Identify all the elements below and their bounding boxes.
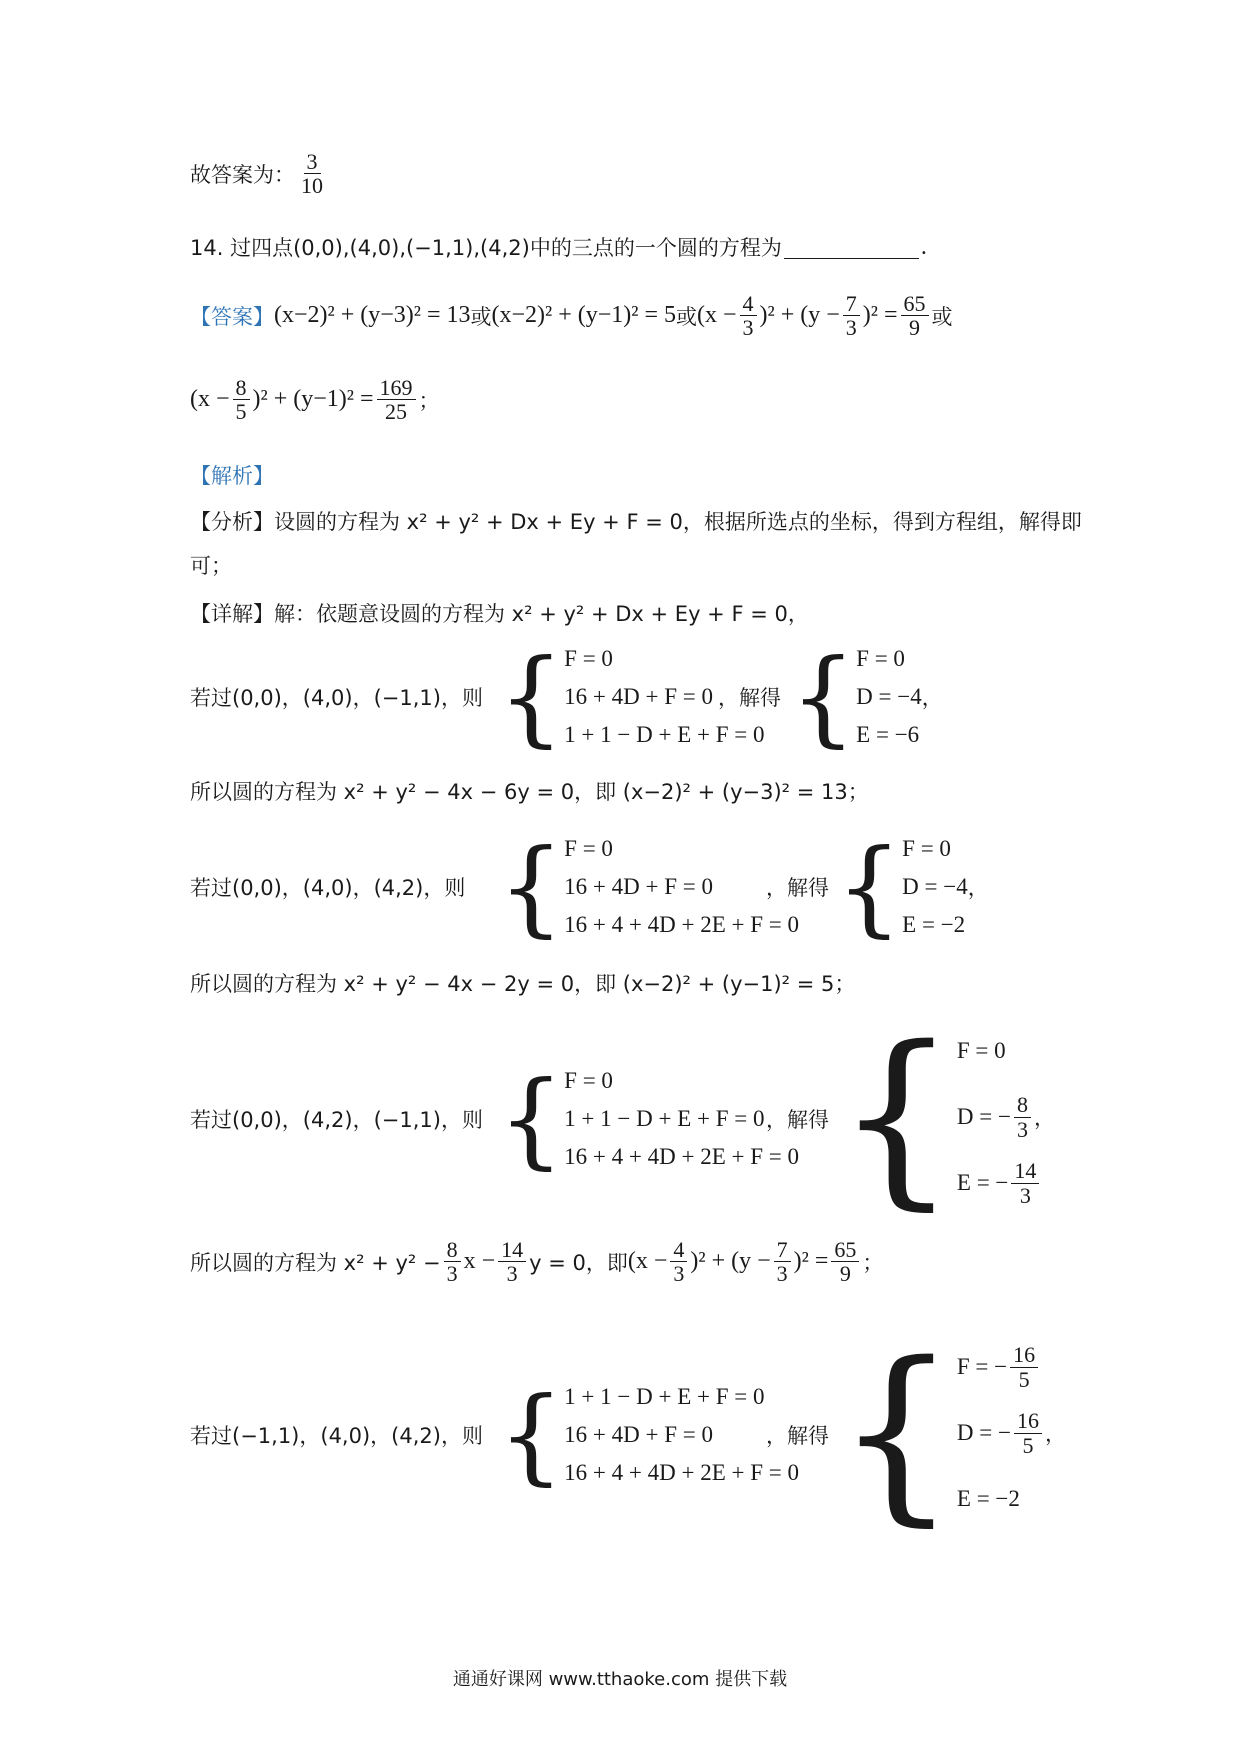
case4-system: { 1 + 1 − D + E + F = 0 16 + 4D + F = 0 16 + 4 + 4D + 2E + F = 0 bbox=[498, 1374, 799, 1496]
sol-line: D = − bbox=[956, 1104, 1011, 1129]
case4-mid bbox=[766, 1420, 829, 1450]
case2-mid bbox=[766, 872, 829, 902]
case3-solution-lines bbox=[957, 1018, 1055, 1216]
case1-mid-text: ，解得 bbox=[718, 686, 781, 710]
frac-den: 3 bbox=[845, 315, 857, 341]
case2-system-lines bbox=[564, 830, 799, 944]
analysis-line-2 bbox=[190, 550, 232, 580]
case1-solution-lines bbox=[856, 640, 943, 754]
page-footer: 通通好课网 www.tthaoke.com 提供下载 bbox=[452, 1669, 788, 1690]
answer-eq3-frac2 bbox=[843, 292, 860, 339]
frac-num: 7 bbox=[774, 1238, 791, 1262]
case1-prefix: 若过(0,0)，(4,0)，(−1,1)，则 bbox=[190, 686, 483, 710]
frac-den: 25 bbox=[385, 399, 408, 425]
case1-mid bbox=[718, 682, 781, 712]
case3-sol-frac-e bbox=[1011, 1159, 1039, 1206]
case1-result bbox=[190, 776, 869, 806]
frac-den: 3 bbox=[673, 1261, 685, 1287]
frac-num: 14 bbox=[1011, 1159, 1039, 1183]
sol-line: E = −2 bbox=[956, 1486, 1020, 1511]
case3-result-a: 所以圆的方程为 x² + y² − bbox=[190, 1250, 441, 1275]
answer-eq4-part-b: )² + (y−1)² = bbox=[252, 386, 374, 413]
analysis-heading bbox=[190, 460, 274, 490]
case4-solution-lines bbox=[957, 1334, 1066, 1532]
frac-den: 9 bbox=[839, 1261, 851, 1287]
case3-result-frac2 bbox=[498, 1238, 526, 1285]
case3-result-frac5 bbox=[831, 1238, 859, 1285]
case3-sol-frac-d bbox=[1014, 1093, 1031, 1140]
analysis-text-2: 可； bbox=[190, 554, 232, 578]
case4-end: ， bbox=[1044, 1422, 1066, 1446]
frac-den: 5 bbox=[235, 399, 247, 425]
sys-line: 16 + 4D + F = 0 bbox=[564, 684, 713, 709]
frac-num: 14 bbox=[498, 1238, 526, 1262]
prev-answer-num: 3 bbox=[304, 150, 321, 174]
case1-end: ， bbox=[921, 686, 943, 710]
sys-line: 16 + 4 + 4D + 2E + F = 0 bbox=[564, 912, 799, 937]
prev-answer-fraction bbox=[298, 150, 326, 197]
answer-line-1 bbox=[190, 292, 953, 339]
case4-sol-frac-f bbox=[1010, 1343, 1038, 1390]
case3-result-frac1 bbox=[444, 1238, 461, 1285]
sol-line: F = 0 bbox=[956, 1038, 1006, 1063]
case3-result-b: x − bbox=[463, 1248, 496, 1275]
frac-den: 3 bbox=[506, 1261, 518, 1287]
frac-den: 3 bbox=[776, 1261, 788, 1287]
answer-or-2: 或 bbox=[676, 304, 697, 329]
question-14-end: . bbox=[920, 233, 927, 260]
answer-eq3-frac1 bbox=[740, 292, 757, 339]
frac-num: 8 bbox=[233, 376, 250, 400]
frac-den: 3 bbox=[446, 1261, 458, 1287]
case3-result-end: ； bbox=[862, 1250, 884, 1275]
case4-solution: { F = − $\frac{16}{5}$ D = − $\frac{16}{5}$ ， E = −2 bbox=[836, 1322, 1066, 1543]
sys-line: 16 + 4D + F = 0 bbox=[564, 874, 713, 899]
case2-end: ， bbox=[967, 876, 989, 900]
case3-result bbox=[190, 1238, 883, 1285]
prev-answer-den: 10 bbox=[301, 173, 323, 199]
sys-line: F = 0 bbox=[564, 1068, 613, 1093]
answer-semicolon: ； bbox=[418, 388, 440, 413]
frac-den: 3 bbox=[1016, 1116, 1028, 1142]
prev-answer-label: 故答案为： bbox=[190, 162, 295, 187]
frac-num: 8 bbox=[1014, 1093, 1031, 1117]
case3-mid bbox=[766, 1104, 829, 1134]
frac-num: 16 bbox=[1014, 1409, 1042, 1433]
frac-num: 8 bbox=[444, 1238, 461, 1262]
sol-line: F = 0 bbox=[856, 646, 905, 671]
case3-end: ， bbox=[1033, 1106, 1055, 1130]
answer-label: 【答案】 bbox=[190, 304, 274, 329]
case3-system: { F = 0 1 + 1 − D + E + F = 0 16 + 4 + 4D + 2E + F = 0 bbox=[498, 1058, 799, 1180]
answer-eq3-frac3 bbox=[901, 292, 929, 339]
case2-prefix-line bbox=[190, 872, 465, 902]
case3-result-e: )² + (y − bbox=[690, 1248, 771, 1275]
answer-eq3-part-a: (x − bbox=[697, 302, 737, 329]
sol-line: F = 0 bbox=[902, 836, 951, 861]
frac-num: 65 bbox=[831, 1238, 859, 1262]
case4-sol-frac-d bbox=[1014, 1409, 1042, 1456]
case3-result-c: y = 0，即 bbox=[529, 1250, 628, 1275]
question-14 bbox=[190, 232, 927, 262]
frac-num: 4 bbox=[740, 292, 757, 316]
answer-eq1: (x−2)² + (y−3)² = 13 bbox=[274, 302, 471, 329]
case3-result-frac4 bbox=[774, 1238, 791, 1285]
sys-line: 1 + 1 − D + E + F = 0 bbox=[564, 722, 765, 747]
case3-prefix: 若过(0,0)，(4,2)，(−1,1)，则 bbox=[190, 1108, 483, 1132]
case1-result-text: 所以圆的方程为 x² + y² − 4x − 6y = 0，即 (x−2)² + (y−3)² = 13； bbox=[190, 780, 869, 804]
frac-den: 5 bbox=[1018, 1366, 1030, 1392]
answer-eq3-part-b: )² + (y − bbox=[759, 302, 840, 329]
sys-line: 1 + 1 − D + E + F = 0 bbox=[564, 1384, 765, 1409]
frac-num: 7 bbox=[843, 292, 860, 316]
case3-result-g: )² = bbox=[793, 1248, 829, 1275]
case3-prefix-line bbox=[190, 1104, 483, 1134]
sol-line: F = − bbox=[956, 1354, 1008, 1379]
frac-num: 169 bbox=[377, 376, 416, 400]
case3-result-d: (x − bbox=[627, 1248, 668, 1275]
sol-line: E = − bbox=[956, 1170, 1009, 1195]
case1-prefix-line bbox=[190, 682, 483, 712]
case3-mid-text: ，解得 bbox=[766, 1108, 829, 1132]
answer-eq4-frac1 bbox=[233, 376, 250, 423]
analysis-label: 【解析】 bbox=[190, 464, 274, 488]
frac-den: 5 bbox=[1022, 1432, 1034, 1458]
question-14-text: 14. 过四点(0,0),(4,0),(−1,1),(4,2)中的三点的一个圆的方程为 bbox=[190, 236, 782, 260]
sys-line: F = 0 bbox=[564, 836, 613, 861]
frac-num: 4 bbox=[670, 1238, 687, 1262]
case1-solution: { F = 0 D = −4 ， E = −6 bbox=[790, 636, 943, 758]
case2-prefix: 若过(0,0)，(4,0)，(4,2)，则 bbox=[190, 876, 466, 900]
sol-line: E = −6 bbox=[856, 722, 920, 747]
case2-mid-text: ，解得 bbox=[766, 876, 829, 900]
answer-blank bbox=[784, 236, 919, 259]
analysis-text-1: 【分析】设圆的方程为 x² + y² + Dx + Ey + F = 0，根据所选点的坐标，得到方程组，解得即 bbox=[190, 510, 1082, 534]
sol-line: D = − bbox=[956, 1420, 1011, 1445]
sol-line: E = −2 bbox=[902, 912, 966, 937]
answer-eq4-part-a: (x − bbox=[190, 386, 230, 413]
case2-result bbox=[190, 968, 855, 998]
frac-num: 16 bbox=[1010, 1343, 1038, 1367]
sol-line: D = −4 bbox=[856, 684, 922, 709]
case3-solution: { F = 0 D = − $\frac{8}{3}$ ， E = − $\frac{14}{3}$ bbox=[836, 1006, 1055, 1227]
prev-answer-line bbox=[190, 150, 329, 197]
analysis-line-1 bbox=[190, 506, 1082, 536]
case1-system: { F = 0 16 + 4D + F = 0 1 + 1 − D + E + F = 0 bbox=[498, 636, 765, 758]
sys-line: 1 + 1 − D + E + F = 0 bbox=[564, 1106, 765, 1131]
answer-line-2 bbox=[190, 376, 440, 423]
case3-result-frac3 bbox=[670, 1238, 687, 1285]
frac-den: 3 bbox=[742, 315, 754, 341]
answer-eq3-part-c: )² = bbox=[862, 302, 898, 329]
answer-or-1: 或 bbox=[470, 304, 492, 329]
answer-eq2: (x−2)² + (y−1)² = 5 bbox=[491, 302, 676, 329]
case2-solution: { F = 0 D = −4 ， E = −2 bbox=[836, 826, 989, 948]
case2-system: { F = 0 16 + 4D + F = 0 16 + 4 + 4D + 2E + F = 0 bbox=[498, 826, 799, 948]
sys-line: F = 0 bbox=[564, 646, 613, 671]
sys-line: 16 + 4 + 4D + 2E + F = 0 bbox=[564, 1144, 799, 1169]
frac-num: 65 bbox=[901, 292, 929, 316]
frac-den: 9 bbox=[909, 315, 921, 341]
case4-prefix-line bbox=[190, 1420, 483, 1450]
detail-line-1 bbox=[190, 598, 809, 628]
answer-eq4-frac2 bbox=[377, 376, 416, 423]
case2-solution-lines bbox=[902, 830, 989, 944]
answer-or-3: 或 bbox=[931, 304, 953, 329]
sys-line: 16 + 4 + 4D + 2E + F = 0 bbox=[564, 1460, 799, 1485]
detail-text-1: 【详解】解：依题意设圆的方程为 x² + y² + Dx + Ey + F = 0， bbox=[190, 602, 809, 626]
case4-prefix: 若过(−1,1)，(4,0)，(4,2)，则 bbox=[190, 1424, 483, 1448]
case4-mid-text: ，解得 bbox=[766, 1424, 829, 1448]
frac-den: 3 bbox=[1019, 1182, 1031, 1208]
sol-line: D = −4 bbox=[902, 874, 968, 899]
case3-system-lines bbox=[564, 1062, 799, 1176]
case4-system-lines bbox=[564, 1378, 799, 1492]
case2-result-text: 所以圆的方程为 x² + y² − 4x − 2y = 0，即 (x−2)² + (y−1)² = 5； bbox=[190, 972, 856, 996]
sys-line: 16 + 4D + F = 0 bbox=[564, 1422, 713, 1447]
